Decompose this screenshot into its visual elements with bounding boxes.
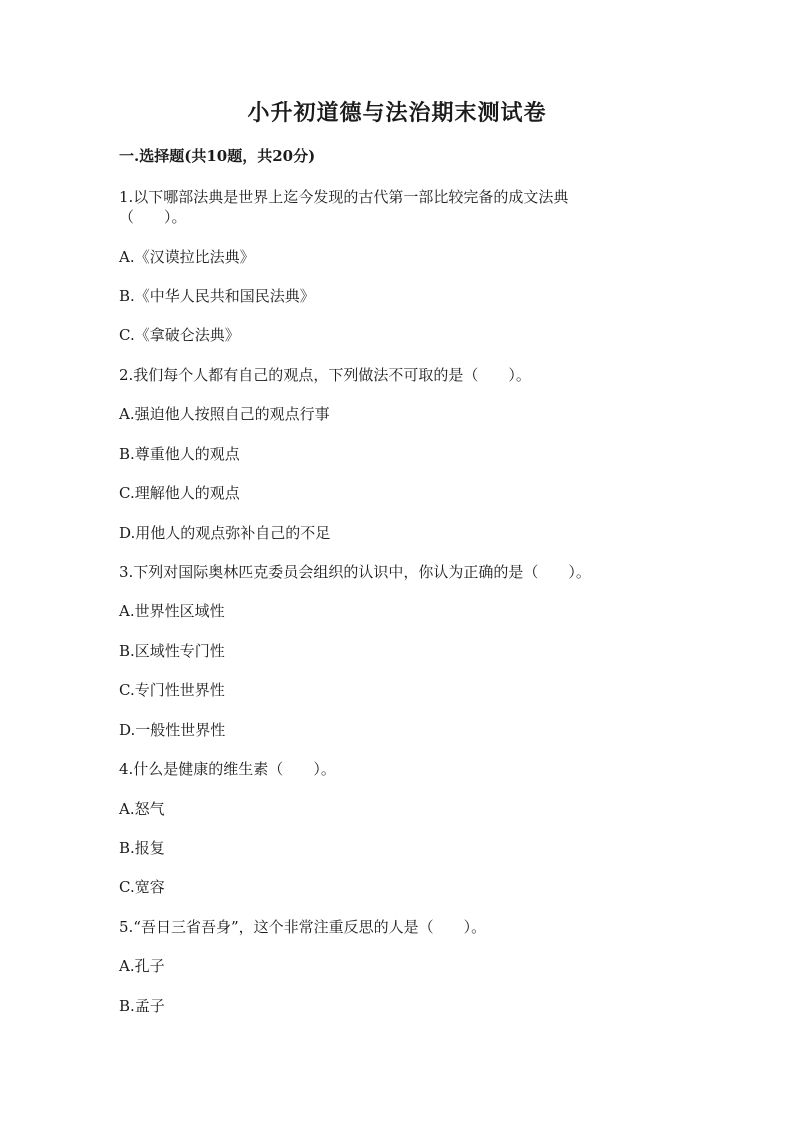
question-3-stem: 3.下列对国际奥林匹克委员会组织的认识中，你认为正确的是（ ）。	[119, 563, 591, 581]
question-1-stem-cont: （ ）。	[119, 208, 187, 226]
question-2-option-d: D.用他人的观点弥补自己的不足	[119, 524, 331, 542]
question-1-stem: 1.以下哪部法典是世界上迄今发现的古代第一部比较完备的成文法典	[119, 188, 569, 206]
question-3-option-b: B.区域性专门性	[119, 642, 225, 660]
question-1-option-a: A.《汉谟拉比法典》	[119, 248, 255, 266]
question-4-option-b: B.报复	[119, 839, 165, 857]
question-3-option-d: D.一般性世界性	[119, 721, 226, 739]
question-1-option-c: C.《拿破仑法典》	[119, 326, 240, 344]
question-4-option-c: C.宽容	[119, 878, 165, 896]
question-5-stem: 5.“吾日三省吾身”，这个非常注重反思的人是（ ）。	[119, 918, 487, 936]
question-2-option-c: C.理解他人的观点	[119, 484, 240, 502]
question-3-option-a: A.世界性区域性	[119, 602, 225, 620]
question-3-option-c: C.专门性世界性	[119, 681, 225, 699]
question-1-option-b: B.《中华人民共和国民法典》	[119, 287, 315, 305]
question-2-option-a: A.强迫他人按照自己的观点行事	[119, 405, 330, 423]
question-2-option-b: B.尊重他人的观点	[119, 445, 240, 463]
question-2-stem: 2.我们每个人都有自己的观点，下列做法不可取的是（ ）。	[119, 366, 531, 384]
question-4-stem: 4.什么是健康的维生素（ ）。	[119, 760, 336, 778]
section-heading: 一.选择题(共10题，共20分)	[119, 147, 316, 165]
question-4-option-a: A.怒气	[119, 800, 165, 818]
page-title: 小升初道德与法治期末测试卷	[247, 100, 547, 126]
question-5-option-b: B.孟子	[119, 997, 165, 1015]
question-5-option-a: A.孔子	[119, 957, 165, 975]
